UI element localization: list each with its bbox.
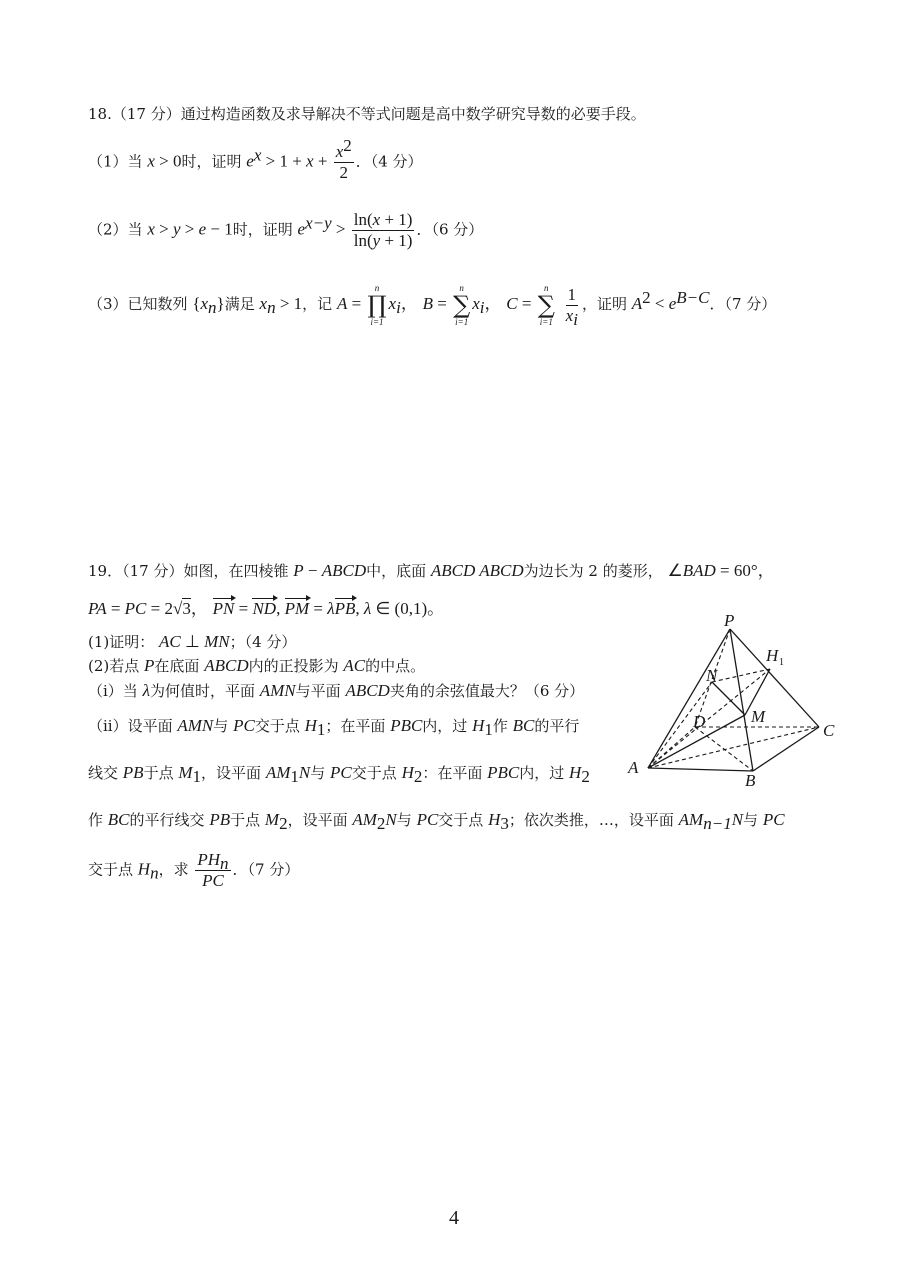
q18-part3: （3）已知数列 $\{x_n\}$满足 $x_n > 1$，记 A = n ∏ i=1 $x_i$， B = n ∑ i=1 $x_i$， C = n ∑ i=1 $\frac{1}{x_i}$ ，证明 $A^2 < e^{B-C}$．（7 分） — [88, 283, 777, 329]
q18-part2: （2）当 x > y > e − 1时，证明 $e^{x-y}$ > $\frac{\ln(x + 1)}{\ln(y + 1)}$ ．（6 分） — [88, 210, 484, 250]
label-P: P — [724, 611, 735, 630]
q19-sub2-ii: （ii）设平面 AMN与 PC交于点 $H_1$；在平面 PBC内，过 $H_1$作 BC的平行 — [88, 716, 580, 739]
label-A: A — [628, 758, 639, 777]
q19-line2: 线交 PB于点 $M_1$，设平面 $AM_1N$与 PC交于点 $H_2$：在平面 PBC内，过 $H_2$ — [88, 763, 590, 786]
q19-sub2: (2)若点 P在底面 ABCD内的正投影为 AC的中点。 — [88, 656, 426, 675]
label-N: N — [706, 666, 718, 685]
label-H-sub: 1 — [779, 657, 784, 668]
label-B: B — [745, 771, 756, 790]
page-number: 4 — [449, 1207, 459, 1229]
pyramid-figure — [620, 610, 850, 790]
label-M: M — [751, 707, 766, 726]
label-D: D — [693, 712, 706, 731]
q19-line4: 交于点 $H_n$，求 $\frac{PH_n}{PC}$ ．（7 分） — [88, 850, 300, 890]
q19-line3: 作 BC的平行线交 PB于点 $M_2$，设平面 $AM_2N$与 PC交于点 $H_3$；依次类推，…，设平面 $AM_{n-1}N$与 PC — [88, 810, 785, 833]
q18-header — [88, 104, 646, 124]
q18-header-text: 18.（17 分）通过构造函数及求导解决不等式问题是高中数学研究导数的必要手段。 — [88, 105, 646, 123]
q19-conditions: PA = PC = 2√3， PN = ND, PM = λPB, λ ∈ (0,1)。 — [88, 599, 445, 618]
label-H: H — [766, 646, 779, 665]
pyramid-solid-edges — [648, 629, 819, 771]
q19-sub2-i: （i）当 λ为何值时，平面 AMN与平面 ABCD夹角的余弦值最大？（6 分） — [88, 681, 585, 700]
q19-sub1: (1)证明： AC ⊥ MN；（4 分） — [88, 632, 297, 651]
q19-header: 19．（17 分）如图，在四棱锥 P − ABCD中，底面 ABCD ABCD为边长为 2 的菱形， ∠BAD = 60°， — [88, 561, 775, 580]
q18-part1: （1）当 x > 0时，证明 $e^x > 1 + x$ + $\frac{x^2}{2}$ ．（4 分） — [88, 136, 423, 182]
label-C: C — [823, 721, 835, 740]
